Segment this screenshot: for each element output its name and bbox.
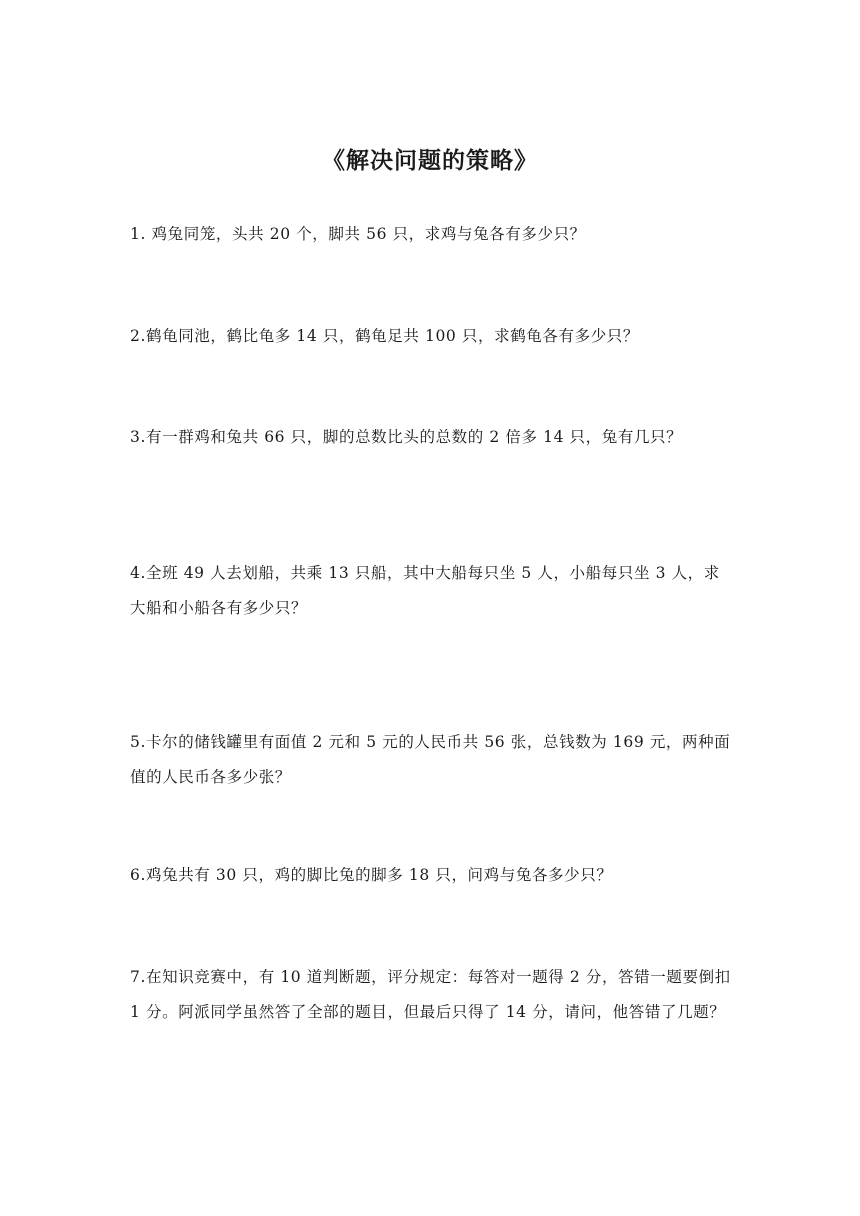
question-2: 2.鹤龟同池，鹤比龟多 14 只，鹤龟足共 100 只，求鹤龟各有多少只？ bbox=[130, 327, 640, 345]
question-3: 3.有一群鸡和兔共 66 只，脚的总数比头的总数的 2 倍多 14 只，兔有几只？ bbox=[130, 428, 683, 446]
question-7: 7.在知识竞赛中，有 10 道判断题，评分规定：每答对一题得 2 分，答错一题要倒扣 1 分。阿派同学虽然答了全部的题目，但最后只得了 14 分，请问，他答错了几题？ bbox=[130, 968, 731, 1021]
question-6: 6.鸡兔共有 30 只，鸡的脚比兔的脚多 18 只，问鸡与兔各多少只？ bbox=[130, 866, 613, 884]
page-title: 《解决问题的策略》 bbox=[322, 147, 538, 174]
question-1: 1. 鸡兔同笼，头共 20 个，脚共 56 只，求鸡与兔各有多少只？ bbox=[130, 225, 586, 243]
question-5: 5.卡尔的储钱罐里有面值 2 元和 5 元的人民币共 56 张，总钱数为 169 元，两种面值的人民币各多少张？ bbox=[130, 733, 731, 786]
question-4: 4.全班 49 人去划船，共乘 13 只船，其中大船每只坐 5 人，小船每只坐 3 人，求大船和小船各有多少只？ bbox=[130, 564, 720, 617]
